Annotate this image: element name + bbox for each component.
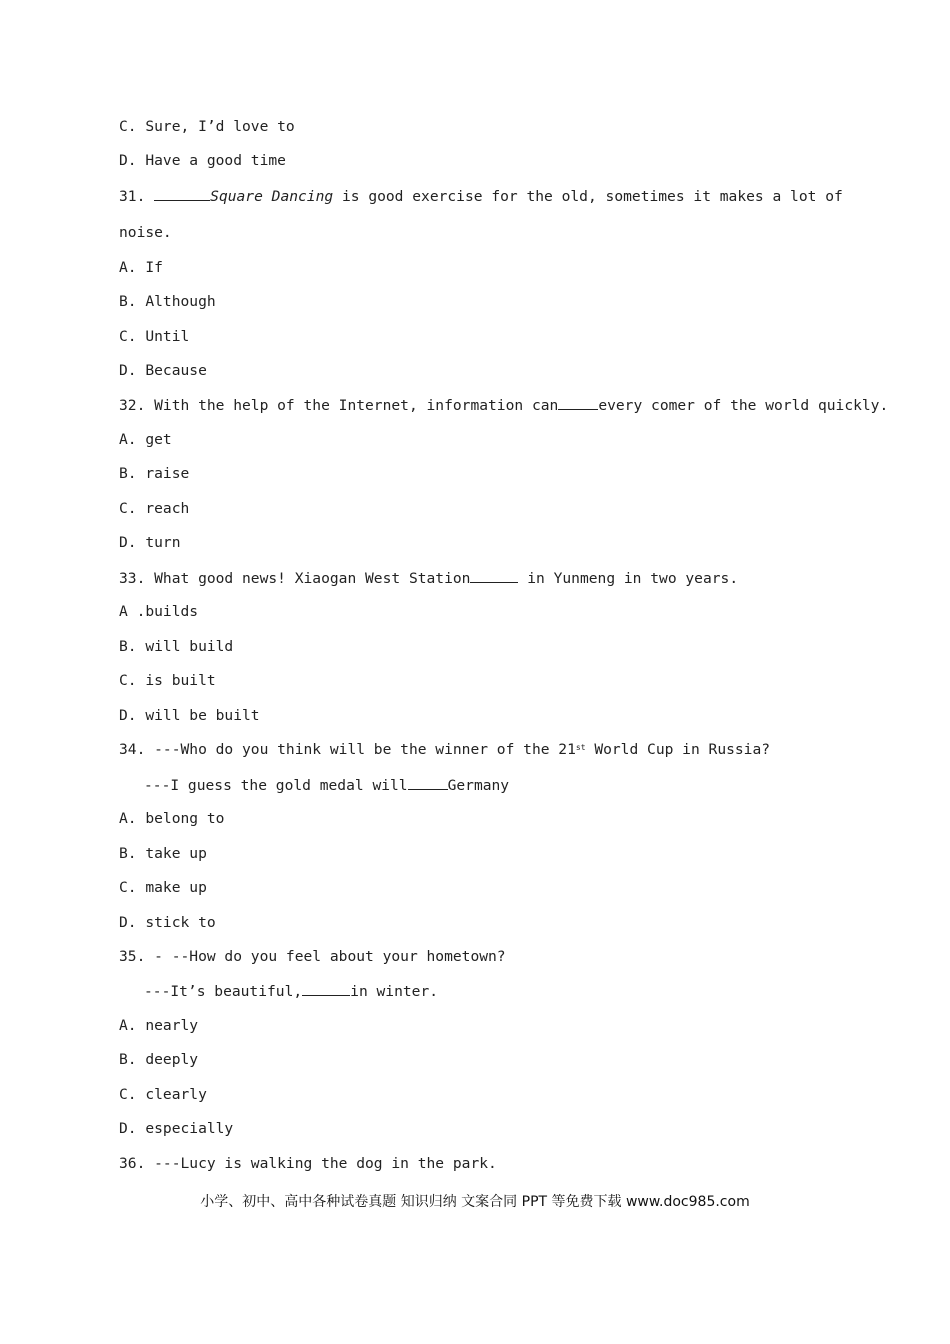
option-c: C. clearly <box>119 1086 207 1103</box>
ordinal-suffix: st <box>575 743 586 752</box>
option-b: B. take up <box>119 845 207 862</box>
question-35: 35. - --How do you feel about your hometown? <box>119 948 506 965</box>
answer-blank <box>302 981 350 996</box>
question-text: every comer of the world quickly. <box>598 397 889 414</box>
question-text: 34. ---Who do you think will be the winner of the 21 <box>119 741 576 758</box>
option-c: C. make up <box>119 879 207 896</box>
option-c: C. Sure, I’d love to <box>119 118 295 135</box>
option-a: A. If <box>119 259 163 276</box>
answer-blank <box>408 775 448 790</box>
question-34-answer <box>144 775 509 796</box>
answer-blank <box>154 186 210 201</box>
option-c: C. reach <box>119 500 190 517</box>
answer-text: ---It’s beautiful, <box>144 983 303 1000</box>
question-text: World Cup in Russia? <box>585 741 771 758</box>
option-b: B. Although <box>119 293 216 310</box>
option-a: A. get <box>119 431 172 448</box>
option-a: A. belong to <box>119 810 225 827</box>
option-d: D. Because <box>119 362 207 379</box>
page-footer: 小学、初中、高中各种试卷真题 知识归纳 文案合同 PPT 等免费下载 www.doc985.com <box>200 1194 750 1210</box>
option-d: D. Have a good time <box>119 152 286 169</box>
option-c: C. Until <box>119 328 190 345</box>
question-text: in Yunmeng in two years. <box>518 570 739 587</box>
question-text: 33. What good news! Xiaogan West Station <box>119 570 471 587</box>
option-a: A. nearly <box>119 1017 199 1034</box>
option-b: B. will build <box>119 638 234 655</box>
option-d: D. turn <box>119 534 181 551</box>
option-d: D. stick to <box>119 914 216 931</box>
answer-text: Germany <box>447 777 510 794</box>
answer-text: in winter. <box>350 983 439 1000</box>
question-35-answer <box>144 981 438 1002</box>
option-b: B. deeply <box>119 1051 199 1068</box>
answer-blank <box>558 395 598 410</box>
option-a: A .builds <box>119 603 199 620</box>
question-text: 32. With the help of the Internet, information can <box>119 397 559 414</box>
question-italic-text: Square Dancing <box>210 188 334 205</box>
question-text: is good exercise for the old, sometimes it makes a lot of <box>333 188 843 205</box>
question-31-continued: noise. <box>119 224 172 241</box>
option-d: D. especially <box>119 1120 234 1137</box>
question-32 <box>119 395 888 416</box>
option-d: D. will be built <box>119 707 260 724</box>
question-number: 31. <box>119 188 155 205</box>
option-b: B. raise <box>119 465 190 482</box>
question-36: 36. ---Lucy is walking the dog in the park. <box>119 1155 497 1172</box>
question-33 <box>119 568 738 589</box>
answer-text: ---I guess the gold medal will <box>144 777 408 794</box>
answer-blank <box>470 568 518 583</box>
question-31 <box>119 186 843 207</box>
question-34 <box>119 740 770 760</box>
option-c: C. is built <box>119 672 216 689</box>
